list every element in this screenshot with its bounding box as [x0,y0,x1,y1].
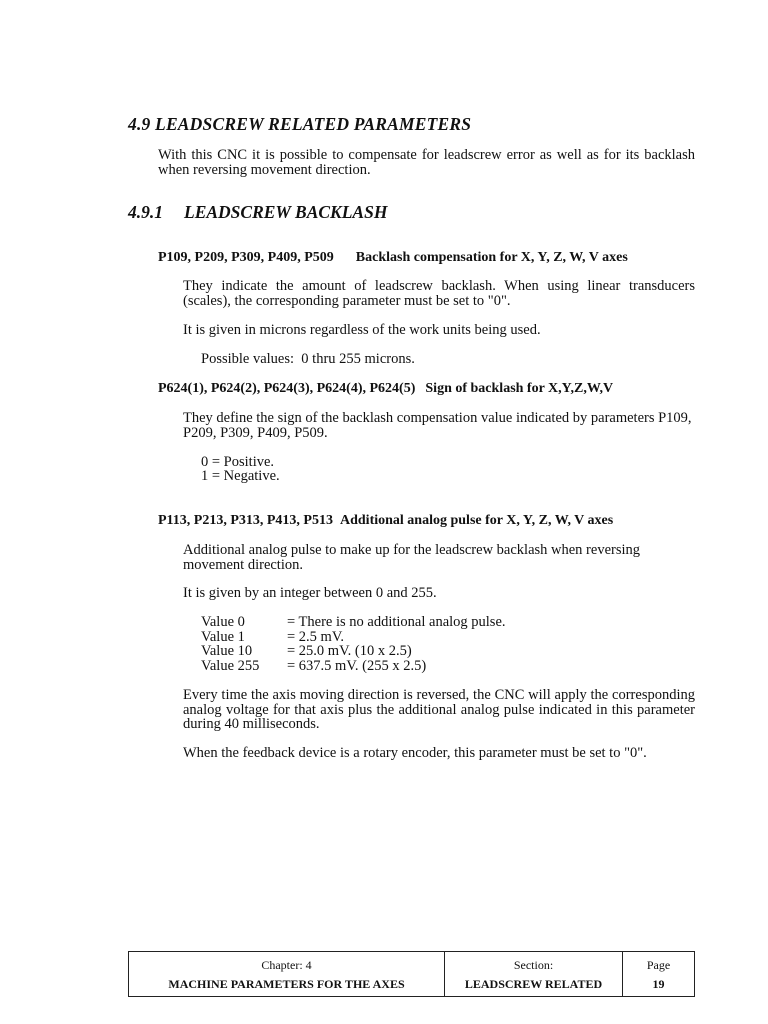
footer-page-number: 19 [652,976,665,991]
values-row [201,630,506,645]
value-key: Value 1 [201,628,245,645]
subsection-title: LEADSCREW BACKLASH [184,202,388,222]
values-row [201,615,506,630]
param-paragraph: It is given by an integer between 0 and 255. [183,585,437,601]
footer-section-label: Section: [513,957,554,972]
param-paragraph: They define the sign of the backlash compensation value indicated by parameters P109, P209, P309, P409, P509. [183,410,692,441]
footer-chapter-value: MACHINE PARAMETERS FOR THE AXES [168,976,405,991]
values-row [201,659,506,674]
param-codes: P113, P213, P313, P413, P513 [158,513,333,528]
param-codes: P109, P209, P309, P409, P509 [158,250,334,265]
value-key: Value 255 [201,657,260,674]
values-row [201,644,506,659]
footer-page [622,952,694,996]
value-line: 1 = Negative. [201,468,280,484]
param-paragraph: They indicate the amount of leadscrew backlash. When using linear transducers (scales), the corresponding parameter must be set to "0". [183,278,695,309]
footer-section [444,952,622,996]
section-intro: With this CNC it is possible to compensate for leadscrew error as well as for its backlash when reversing movement direction. [158,147,695,178]
value-text: = 25.0 mV. (10 x 2.5) [287,643,412,660]
subsection-heading [128,202,387,223]
footer-page-label: Page [646,957,671,972]
value-text: = 637.5 mV. (255 x 2.5) [287,657,427,674]
param-heading-analog-pulse [158,513,613,528]
param-codes: P624(1), P624(2), P624(3), P624(4), P624(5) [158,381,416,396]
param-paragraph: Every time the axis moving direction is reversed, the CNC will apply the corresponding analog voltage for that axis plus the additional analog pulse indicated in this parameter during 40 milliseconds. [183,687,695,733]
param-description: Sign of backlash for X,Y,Z,W,V [425,381,614,396]
param-paragraph: When the feedback device is a rotary encoder, this parameter must be set to "0". [183,745,647,761]
footer-chapter [129,952,444,996]
param-heading-backlash [158,250,628,265]
value-key: Value 0 [201,614,245,630]
value-key: Value 10 [201,643,253,660]
param-paragraph: Additional analog pulse to make up for the leadscrew backlash when reversing movement direction. [183,542,641,573]
param-description: Backlash compensation for X, Y, Z, W, V axes [355,250,628,265]
footer-chapter-label: Chapter: 4 [261,957,312,972]
value-text: = 2.5 mV. [287,628,345,645]
param-description: Additional analog pulse for X, Y, Z, W, V axes [340,513,614,528]
value-line: 0 = Positive. [201,454,275,470]
subsection-number: 4.9.1 [128,202,163,222]
value-text: = There is no additional analog pulse. [287,614,506,630]
section-heading: 4.9 LEADSCREW RELATED PARAMETERS [128,114,472,134]
footer-section-value: LEADSCREW RELATED [464,976,603,991]
param-heading-backlash-sign [158,381,613,396]
param-paragraph: It is given in microns regardless of the work units being used. [183,322,541,338]
values-table [201,615,506,673]
page-footer [128,951,695,997]
possible-values: Possible values: 0 thru 255 microns. [201,351,415,367]
